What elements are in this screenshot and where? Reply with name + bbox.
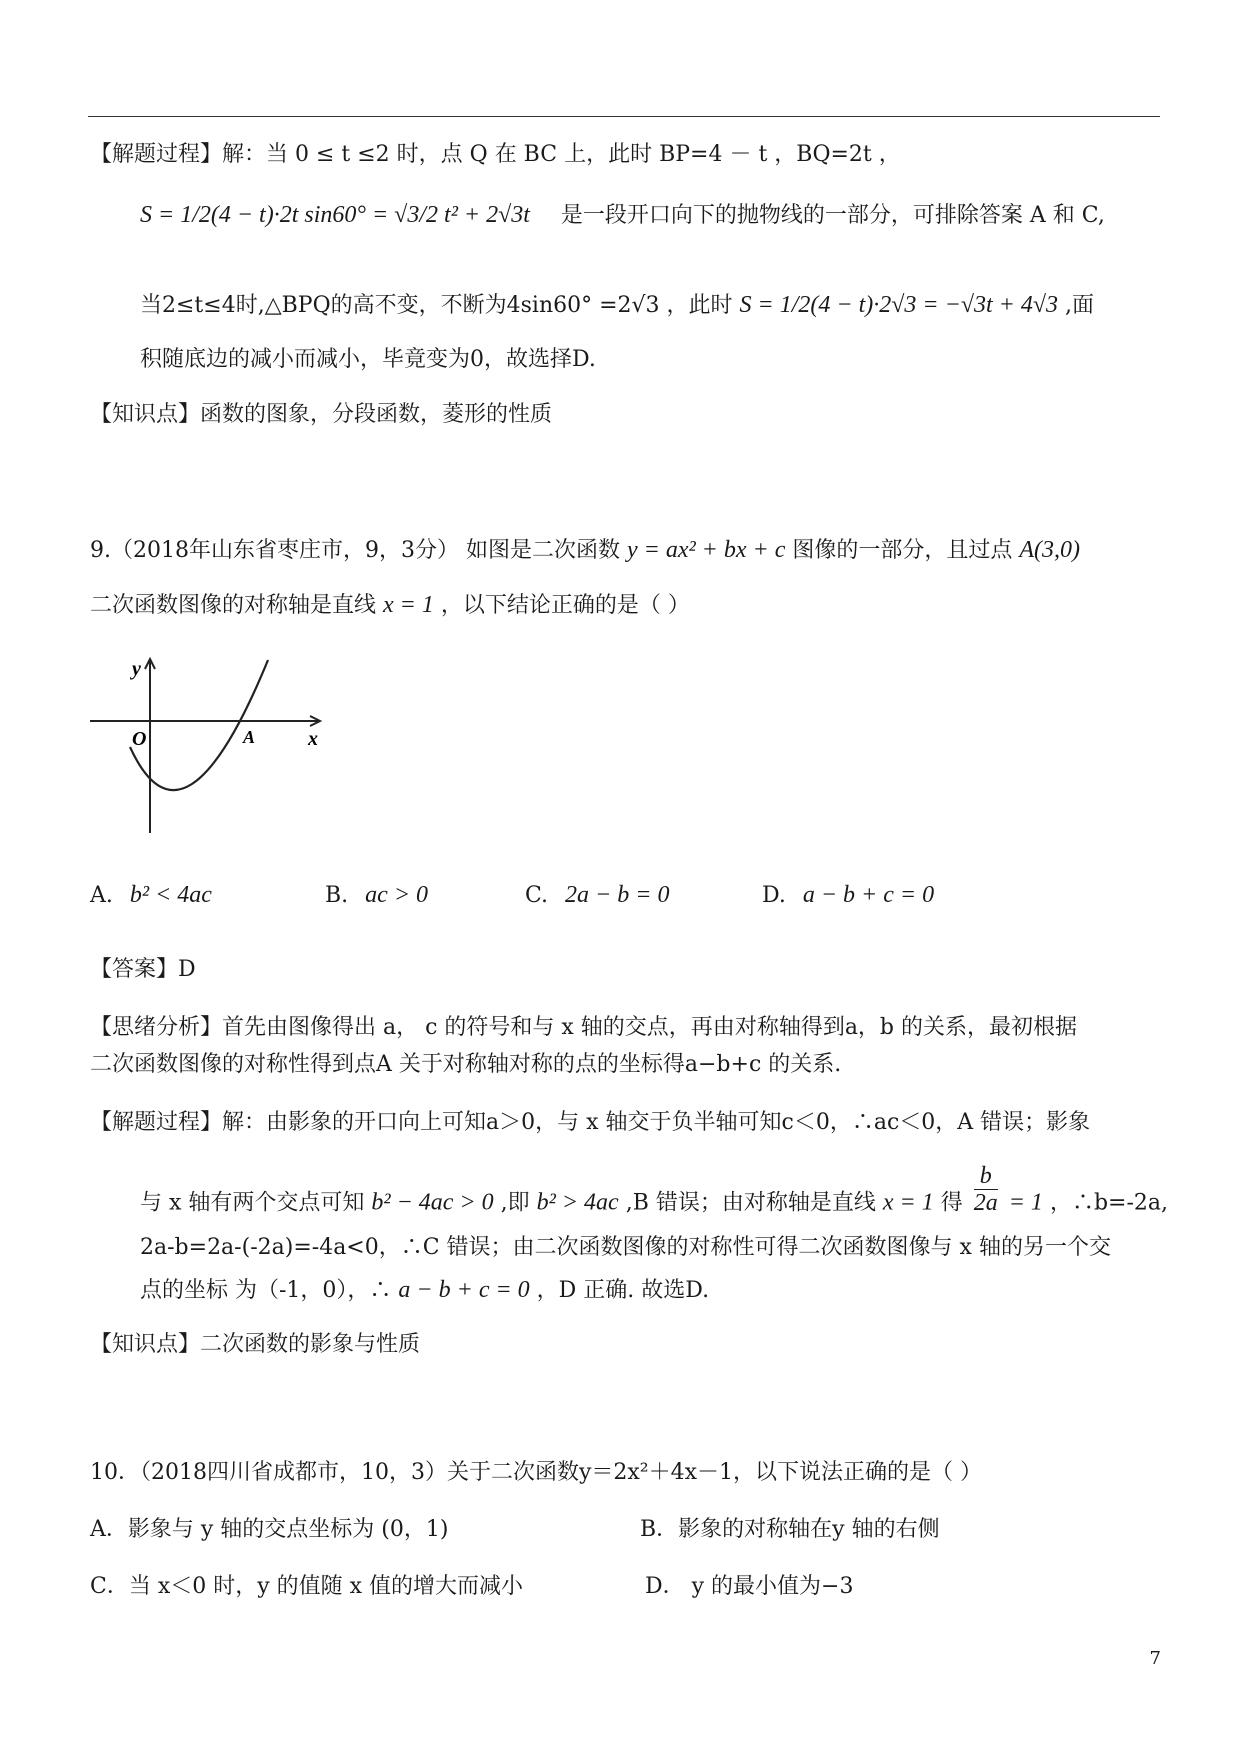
q9-text: 与 x 轴有两个交点可知 [140, 1190, 365, 1216]
page-number: 7 [1149, 1648, 1161, 1669]
q9-text: ，∴b=-2a, [1049, 1190, 1168, 1216]
q9-stem-text: 图像的一部分，且过点 [792, 538, 1013, 563]
q8-process-line2 [140, 200, 1105, 231]
q10-option-b: B．影象的对称轴在y 轴的右侧 [640, 1517, 940, 1542]
q9-option-d [762, 880, 934, 911]
option-math: ac > 0 [365, 882, 429, 908]
q9-formula: x = 1 [882, 1189, 934, 1216]
q9-function: y = ax² + bx + c [626, 537, 786, 563]
option-key: B. [325, 883, 349, 908]
q9-formula: b² > 4ac [536, 1189, 619, 1216]
q9-process-line1: 【解题过程】解：由影象的开口向上可知a＞0，与 x 轴交于负半轴可知c＜0，∴ac＜0，A 错误；影象 [90, 1110, 1091, 1135]
q8-text: 是一段开口向下的抛物线的一部分，可排除答案 A 和 C, [560, 203, 1105, 228]
fraction-numerator: b [974, 1163, 998, 1190]
q9-text: 点的坐标 为（-1，0），∴ [140, 1278, 392, 1303]
y-label: y [132, 658, 141, 680]
q9-text: ,即 [500, 1190, 530, 1216]
q9-parabola-figure [88, 655, 328, 835]
q8-formula-2: S = 1/2(4 − t)·2√3 = −√3t + 4√3 [739, 292, 1059, 318]
q8-process-line3 [140, 290, 1094, 321]
q9-process-line3: 2a-b=2a-(-2a)=-4a<0，∴C 错误；由二次函数图像的对称性可得二次函数图像与 x 轴的另一个交 [140, 1235, 1111, 1260]
q9-stem-text: 9.（2018年山东省枣庄市，9，3分） 如图是二次函数 [90, 538, 620, 563]
q10-option-d: D． y 的最小值为−3 [645, 1574, 854, 1599]
option-key: C. [525, 883, 549, 908]
origin-label: O [132, 728, 147, 750]
q8-knowledge: 【知识点】函数的图象，分段函数，菱形的性质 [90, 402, 553, 427]
option-math: b² < 4ac [129, 882, 212, 908]
point-a-label: A [243, 727, 256, 747]
q9-answer: 【答案】D [90, 957, 196, 982]
q9-option-c [525, 880, 669, 911]
q9-formula: = 1 [1008, 1189, 1043, 1216]
q10-stem: 10．（2018四川省成都市，10，3）关于二次函数y＝2x²＋4x－1，以下说法正确的是（ ） [90, 1460, 983, 1485]
q9-stem-line2 [90, 590, 690, 621]
q8-formula-1: S = 1/2(4 − t)·2t sin60° = √3/2 t² + 2√3t [140, 202, 530, 228]
q9-option-b [325, 880, 428, 911]
q9-knowledge: 【知识点】二次函数的影象与性质 [90, 1332, 421, 1357]
q9-option-a [90, 880, 212, 911]
q9-stem-text: ，以下结论正确的是（ ） [440, 593, 690, 618]
q10-option-a: A．影象与 y 轴的交点坐标为 (0，1) [90, 1517, 449, 1542]
q9-process-line4 [140, 1275, 709, 1306]
q8-text: 当2≤t≤4时,△BPQ的高不变，不断为4sin60° =2√3 ，此时 [140, 293, 733, 318]
q9-formula: a − b + c = 0 [398, 1277, 530, 1303]
header-rule [88, 116, 1160, 117]
q9-process-line2 [140, 1163, 1168, 1230]
q8-process-line1: 【解题过程】解：当 0 ≤ t ≤2 时，点 Q 在 BC 上，此时 BP=4 － t ，BQ=2t ， [90, 142, 901, 167]
q9-stem-text: 二次函数图像的对称轴是直线 [90, 593, 377, 618]
option-math: a − b + c = 0 [802, 882, 935, 908]
q9-analysis-line1: 【思绪分析】首先由图像得出 a， c 的符号和与 x 轴的交点，再由对称轴得到a，b 的关系，最初根据 [90, 1015, 1078, 1040]
q9-stem-line1 [90, 535, 1080, 566]
q8-process-line4: 积随底边的减小而减小，毕竟变为0，故选择D. [140, 347, 596, 372]
q10-option-c: C．当 x＜0 时，y 的值随 x 值的增大而减小 [90, 1574, 524, 1599]
fraction-denominator: 2a [973, 1190, 998, 1216]
q9-text: 得 [940, 1190, 963, 1216]
q9-text: ,B 错误；由对称轴是直线 [625, 1190, 876, 1216]
option-key: D. [762, 883, 786, 908]
option-math: 2a − b = 0 [565, 882, 670, 908]
q8-text-tail: ,面 [1065, 293, 1095, 318]
q9-text: ，D 正确. 故选D. [536, 1278, 710, 1303]
q9-analysis-line2: 二次函数图像的对称性得到点A 关于对称轴对称的点的坐标得a−b+c 的关系. [90, 1052, 842, 1077]
q9-axis: x = 1 [383, 592, 434, 618]
option-key: A. [90, 883, 113, 908]
q9-point: A(3,0) [1019, 537, 1081, 563]
q9-fraction [974, 1163, 998, 1216]
x-label: x [308, 728, 318, 750]
q9-formula: b² − 4ac > 0 [371, 1189, 494, 1216]
